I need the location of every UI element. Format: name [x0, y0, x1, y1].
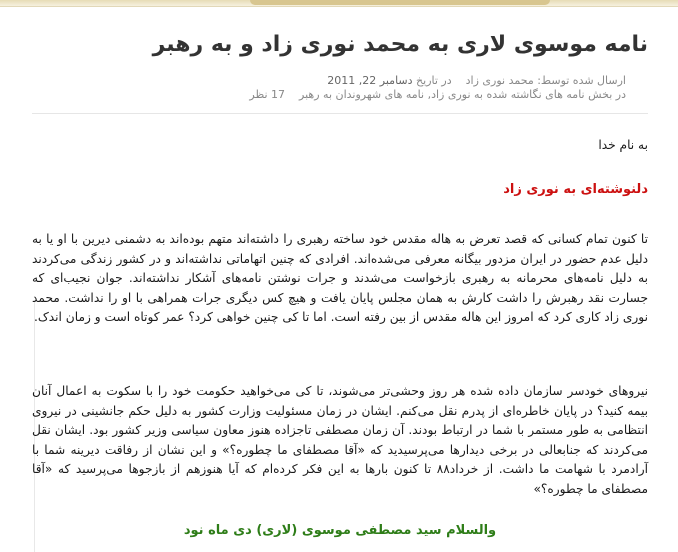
article-title[interactable]: نامه موسوی لاری به محمد نوری زاد و به رهبر [152, 32, 648, 57]
paragraph-1: تا کنون تمام کسانی که قصد تعرض به هاله مقدس خود ساخته رهبری را داشته‌اند متهم بوده‌اند به دشمنی دیرین با او یا به دلیل عدم حضور در ایران مزدور بیگانه معرفی می‌شده‌اند. افرادی که چنین اتهاماتی نداشته‌اند و در کشور زندگی می‌کردند به دلیل نامه‌های محرمانه به رهبری بازخواست می‌شدند و جرات نوشتن نامه‌های آشکار نداشته‌اند. جوان نجیب‌ای که جسارت نقد رهبرش را داشت کارش به همان مجلس پایان یافت و هیچ کس دیگری جرات همراهی با او را نداشت. محمد نوری زاد کاری کرد که امروز این هاله مقدس از بین رفته است. اما تا کی چنین خواهی کرد؟ عمر کوتاه است و زمان اندک. [32, 232, 648, 324]
date-prefix: در تاریخ [416, 74, 452, 87]
posted-by: ارسال شده توسط: محمد نوری زاد [465, 74, 626, 87]
meta-line-1 [249, 74, 626, 88]
meta-line-2 [249, 88, 626, 102]
top-strip-tab [250, 0, 550, 5]
signature: والسلام سید مصطفی موسوی (لاری) دی ماه نود [183, 523, 497, 538]
post-date: دسامبر 22, 2011 [327, 74, 413, 87]
top-decorative-strip [0, 0, 678, 7]
letter-heading: دلنوشته‌ای به نوری زاد [503, 182, 648, 197]
post-category[interactable]: در بخش نامه های نگاشته شده به نوری زاد, نامه های شهروندان به رهبر [299, 88, 626, 101]
paragraph-2: نیروهای خودسر سازمان داده شده هر روز وحشی‌تر می‌شوند، تا کی می‌خواهید حکومت خود را با سکوت به اعمال آنان بیمه کنید؟ در پایان خاطره‌ای از پدرم نقل می‌کنم. ایشان در زمان مسئولیت وزارت کشور به دلیل حکم جانشینی در نیروی انتظامی به طور مستمر با شما در ارتباط بودند. آن زمان مصطفی تاجزاده هنوز معاون سیاسی وزیر کشور بود. ایشان نقل می‌کردند که جنابعالی در برخی دیدارها می‌پرسیدید که «آقا مصطفای ما چطوره؟» و این نشان از رفاقت دیرینه شما با آرادمرد با شهامت ما داشت. از خرداد۸۸ تا کنون بارها به این فکر کرده‌ام که آیا هنوزهم از بازجوها می‌پرسید که «آقا مصطفای ما چطوره؟» [32, 384, 648, 496]
title-divider [32, 113, 648, 114]
article-meta [249, 74, 626, 102]
greeting: به نام خدا [598, 138, 648, 152]
comment-count[interactable]: 17 نظر [249, 88, 286, 101]
article [22, 10, 658, 546]
